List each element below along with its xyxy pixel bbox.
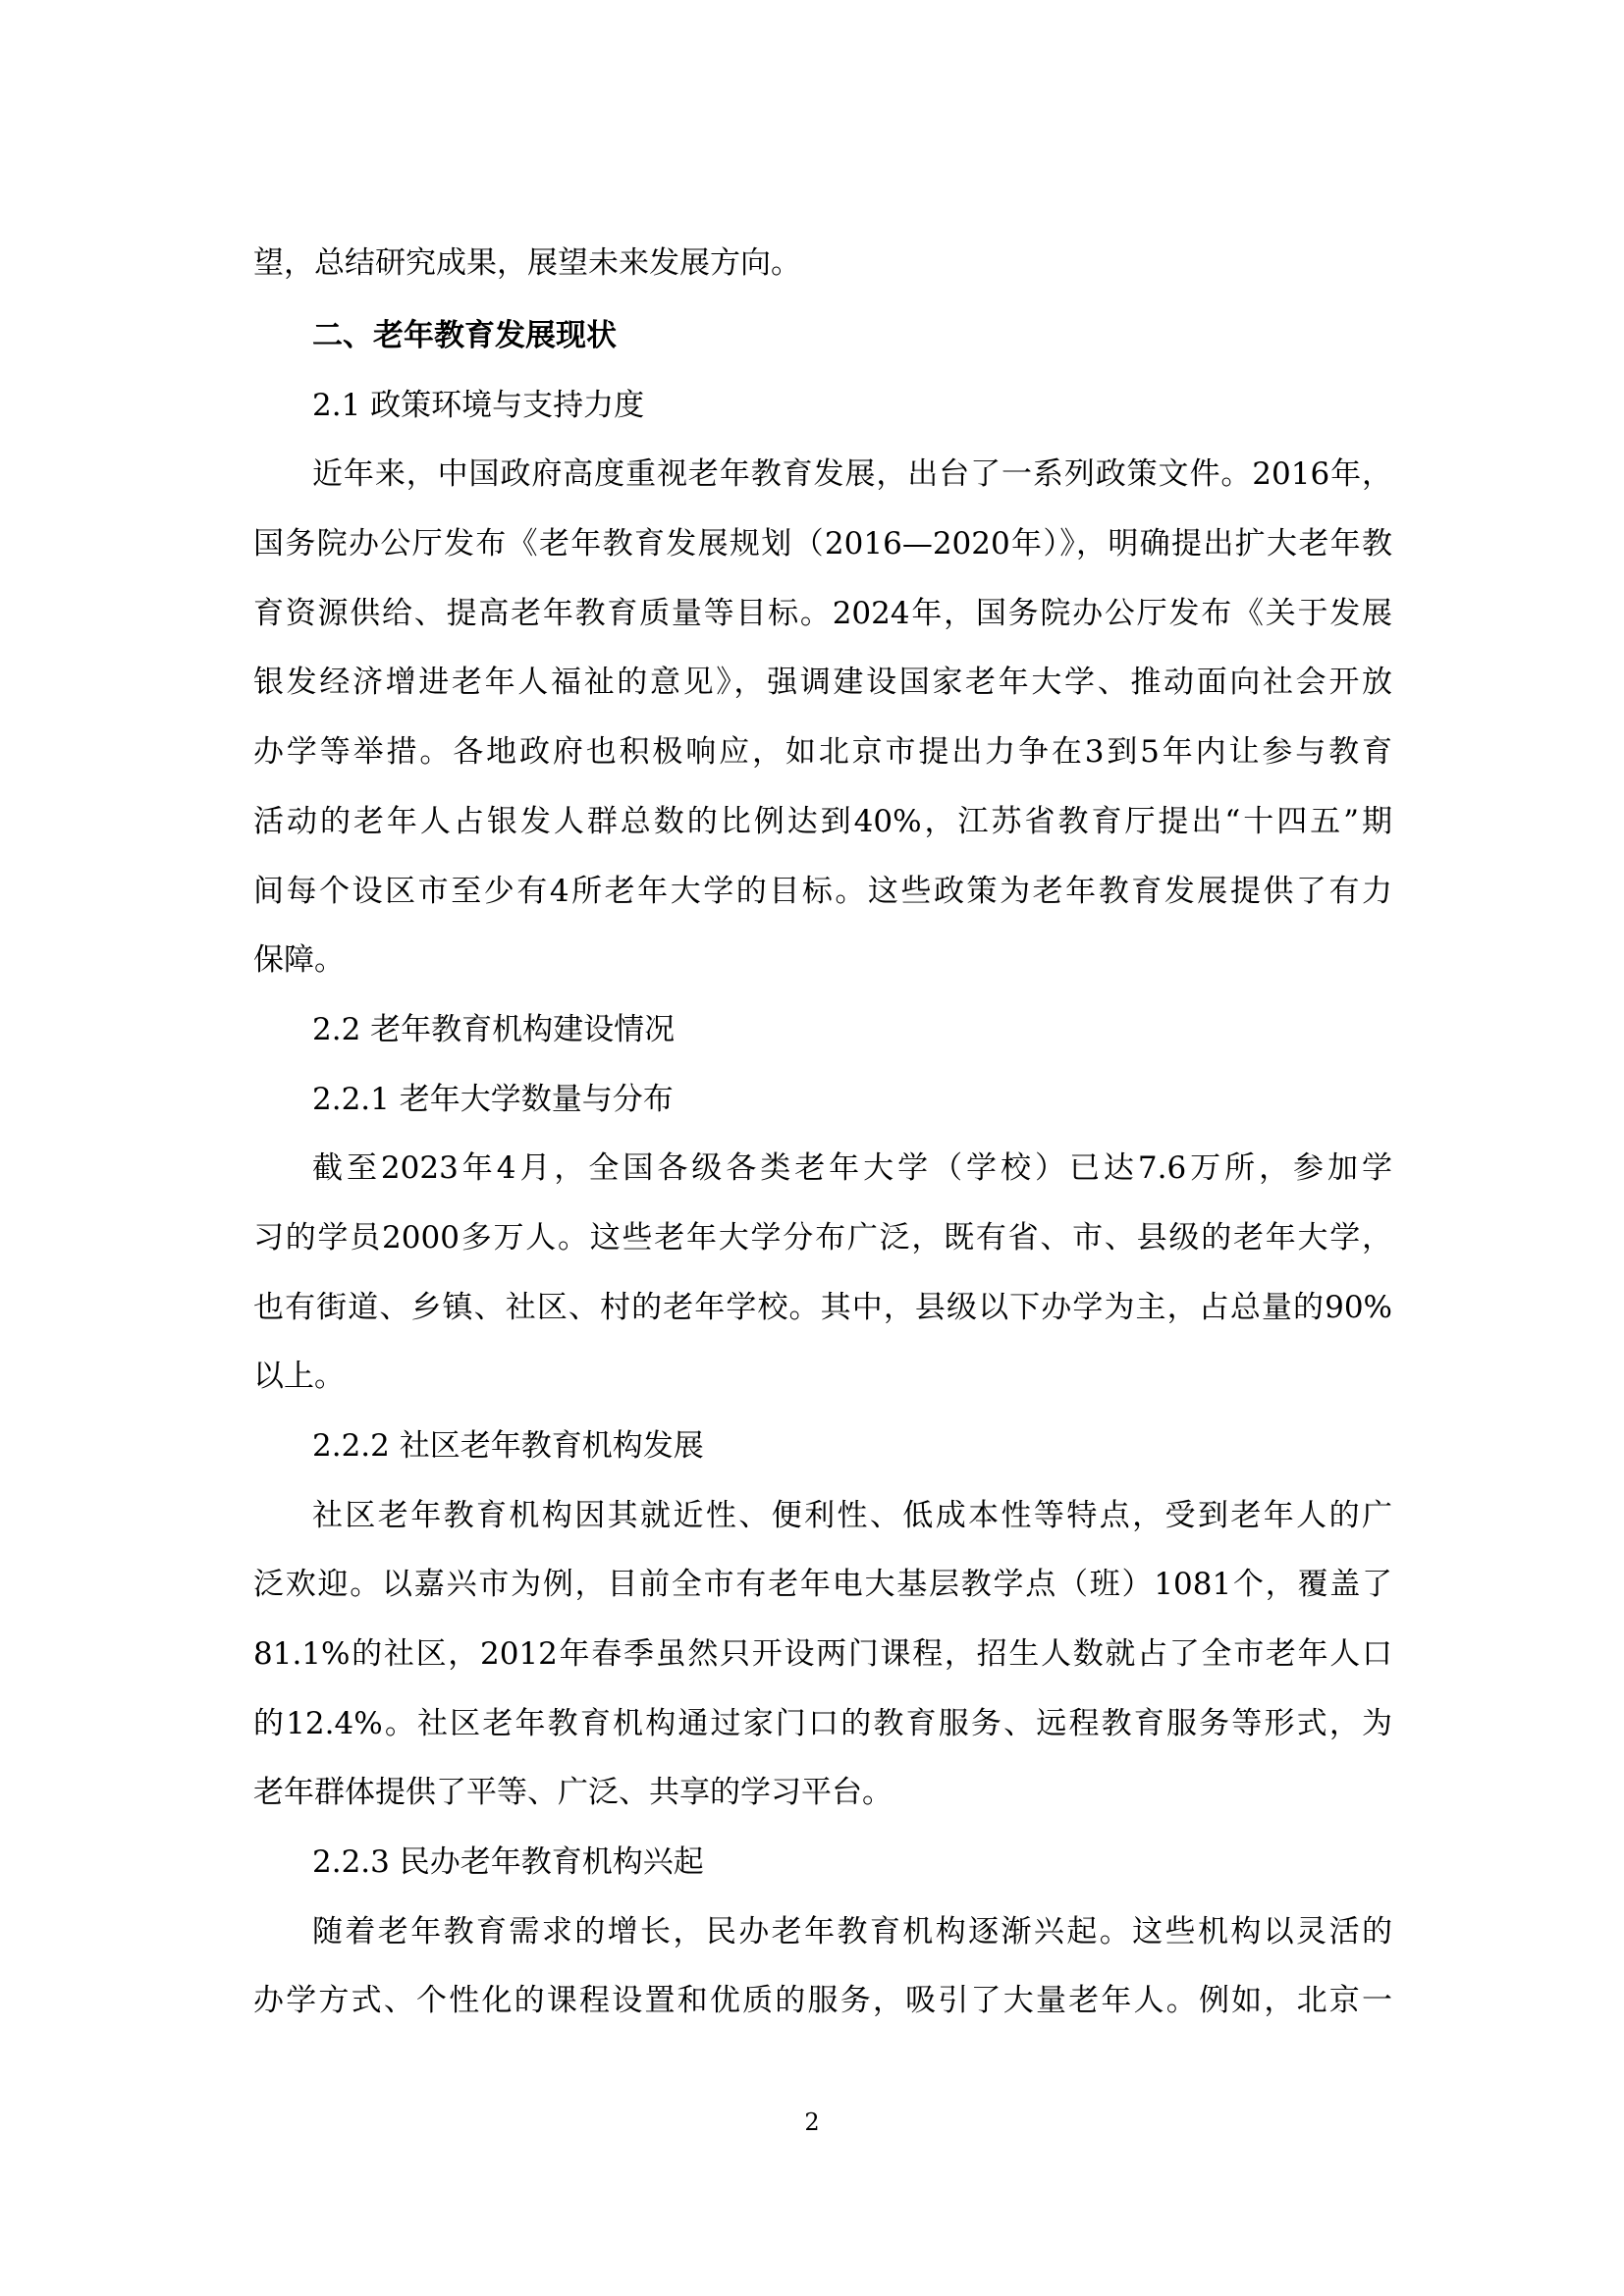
paragraph-line: 习的学员2000多万人。这些老年大学分布广泛，既有省、市、县级的老年大学， [253,1220,1392,1255]
subsection-heading-2-2-1: 2.2.1 老年大学数量与分布 [312,1082,674,1117]
subsection-heading-2-2-2: 2.2.2 社区老年教育机构发展 [312,1428,704,1464]
paragraph-line: 81.1%的社区，2012年春季虽然只开设两门课程，招生人数就占了全市老年人口 [253,1636,1392,1672]
paragraph-line: 近年来，中国政府高度重视老年教育发展，出台了一系列政策文件。2016年， [312,456,1392,492]
paragraph-line: 截至2023年4月，全国各级各类老年大学（学校）已达7.6万所，参加学 [312,1150,1392,1186]
paragraph-line: 活动的老年人占银发人群总数的比例达到40%，江苏省教育厅提出“十四五”期 [253,804,1392,839]
subsection-heading-2-1: 2.1 政策环境与支持力度 [312,388,645,423]
paragraph-line: 办学等举措。各地政府也积极响应，如北京市提出力争在3到5年内让参与教育 [253,734,1392,770]
paragraph-line: 泛欢迎。以嘉兴市为例，目前全市有老年电大基层教学点（班）1081个，覆盖了 [253,1567,1392,1602]
paragraph-continuation-line: 望，总结研究成果，展望未来发展方向。 [253,245,801,281]
paragraph-line: 社区老年教育机构因其就近性、便利性、低成本性等特点，受到老年人的广 [312,1498,1392,1533]
paragraph-line: 保障。 [253,942,345,978]
subsection-heading-2-2: 2.2 老年教育机构建设情况 [312,1012,676,1047]
paragraph-line: 的12.4%。社区老年教育机构通过家门口的教育服务、远程教育服务等形式，为 [253,1706,1392,1741]
paragraph-line: 老年群体提供了平等、广泛、共享的学习平台。 [253,1775,893,1810]
paragraph-line: 银发经济增进老年人福祉的意见》，强调建设国家老年大学、推动面向社会开放 [253,665,1392,700]
paragraph-line: 间每个设区市至少有4所老年大学的目标。这些政策为老年教育发展提供了有力 [253,874,1392,909]
page-number: 2 [804,2109,820,2136]
paragraph-line: 随着老年教育需求的增长，民办老年教育机构逐渐兴起。这些机构以灵活的 [312,1914,1392,1949]
paragraph-line: 育资源供给、提高老年教育质量等目标。2024年，国务院办公厅发布《关于发展 [253,596,1392,631]
paragraph-line: 以上。 [253,1359,345,1394]
subsection-heading-2-2-3: 2.2.3 民办老年教育机构兴起 [312,1844,704,1880]
section-heading: 二、老年教育发展现状 [312,318,617,353]
paragraph-line: 也有街道、乡镇、社区、村的老年学校。其中，县级以下办学为主，占总量的90% [253,1290,1392,1325]
paragraph-line: 国务院办公厅发布《老年教育发展规划（2016—2020年）》，明确提出扩大老年教 [253,526,1392,561]
paragraph-line: 办学方式、个性化的课程设置和优质的服务，吸引了大量老年人。例如，北京一 [253,1983,1392,2018]
